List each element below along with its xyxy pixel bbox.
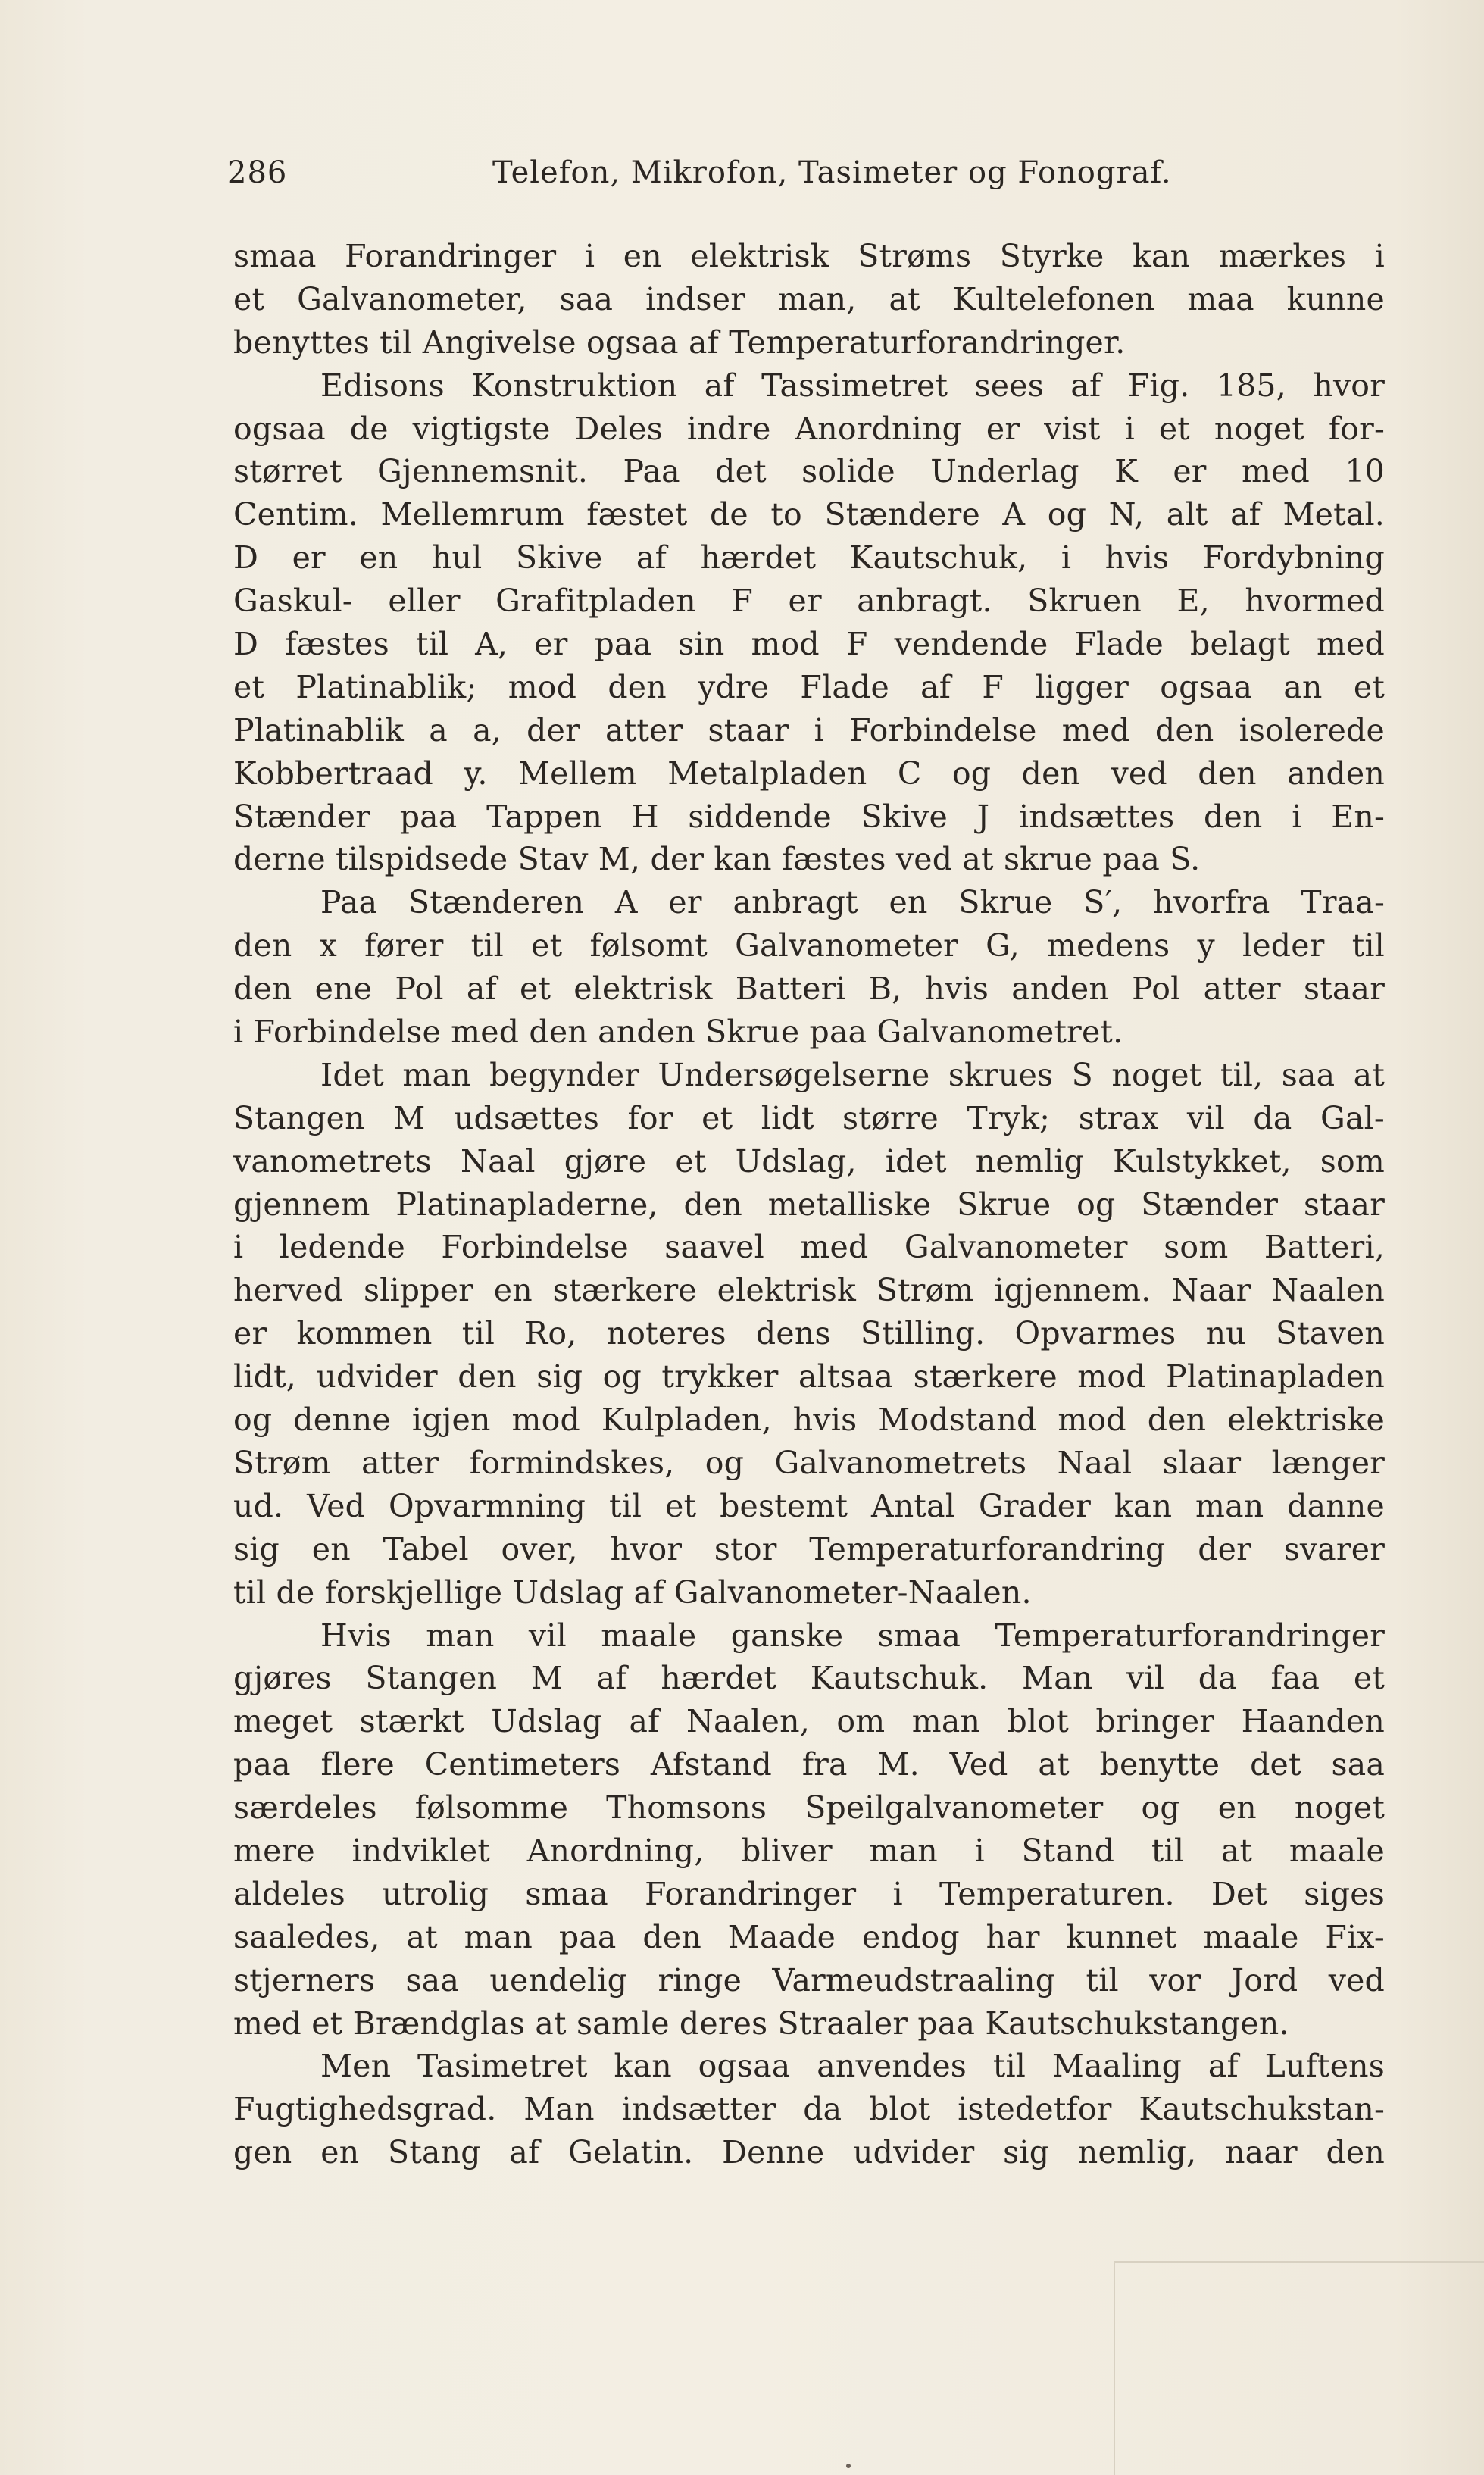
text-line: gjennem Platinapladerne, den metalliske Skrue og Stænder staar bbox=[233, 1186, 1385, 1223]
text-line: ogsaa de vigtigste Deles indre Anordning er vist i et noget for- bbox=[233, 410, 1385, 447]
text-line: derne tilspidsede Stav M, der kan fæstes ved at skrue paa S. bbox=[233, 841, 1201, 878]
text-line: Paa Stænderen A er anbragt en Skrue S′, hvorfra Traa- bbox=[320, 884, 1385, 921]
text-line: Strøm atter formindskes, og Galvanometrets Naal slaar længer bbox=[233, 1444, 1385, 1481]
text-line: Idet man begynder Undersøgelserne skrues S noget til, saa at bbox=[320, 1056, 1385, 1093]
text-line: Gaskul- eller Grafitpladen F er anbragt. Skruen E, hvormed bbox=[233, 583, 1385, 620]
text-line: særdeles følsomme Thomsons Speilgalvanometer og en noget bbox=[233, 1789, 1385, 1827]
body-text bbox=[233, 235, 1385, 2174]
text-line: i ledende Forbindelse saavel med Galvanometer som Batteri, bbox=[233, 1229, 1385, 1266]
text-line: saaledes, at man paa den Maade endog har kunnet maale Fix- bbox=[233, 1918, 1385, 1955]
text-line: herved slipper en stærkere elektrisk Strøm igjennem. Naar Naalen bbox=[233, 1272, 1385, 1309]
text-line: mere indviklet Anordning, bliver man i Stand til at maale bbox=[233, 1832, 1385, 1869]
text-line: sig en Tabel over, hvor stor Temperaturforandring der svarer bbox=[233, 1530, 1385, 1567]
text-line: et Galvanometer, saa indser man, at Kultelefonen maa kunne bbox=[233, 280, 1385, 317]
text-line: Stænder paa Tappen H siddende Skive J indsættes den i En- bbox=[233, 798, 1385, 835]
text-line: Stangen M udsættes for et lidt større Tryk; strax vil da Gal- bbox=[233, 1099, 1385, 1136]
page-number: 286 bbox=[227, 155, 288, 190]
text-line: med et Brændglas at samle deres Straaler paa Kautschukstangen. bbox=[233, 2005, 1289, 2042]
text-line: Centim. Mellemrum fæstet de to Stændere A og N, alt af Metal. bbox=[233, 496, 1385, 533]
text-line: Kobbertraad y. Mellem Metalpladen C og den ved den anden bbox=[233, 755, 1385, 792]
running-title: Telefon, Mikrofon, Tasimeter og Fonograf. bbox=[492, 155, 1172, 190]
text-line: D fæstes til A, er paa sin mod F vendende Flade belagt med bbox=[233, 626, 1385, 663]
page-header bbox=[227, 155, 1394, 201]
text-line: Fugtighedsgrad. Man indsætter da blot istedetfor Kautschukstan- bbox=[233, 2091, 1385, 2128]
text-line: paa flere Centimeters Afstand fra M. Ved at benytte det saa bbox=[233, 1746, 1385, 1783]
scan-corner-rule bbox=[1114, 2261, 1484, 2263]
text-line: et Platinablik; mod den ydre Flade af F ligger ogsaa an et bbox=[233, 668, 1385, 705]
scan-corner-rule bbox=[1114, 2261, 1115, 2475]
text-line: aldeles utrolig smaa Forandringer i Temperaturen. Det siges bbox=[233, 1875, 1385, 1912]
text-line: Platinablik a a, der atter staar i Forbindelse med den isolerede bbox=[233, 711, 1385, 748]
text-line: stjerners saa uendelig ringe Varmeudstraaling til vor Jord ved bbox=[233, 1961, 1385, 1998]
text-line: er kommen til Ro, noteres dens Stilling. Opvarmes nu Staven bbox=[233, 1315, 1385, 1352]
text-line: gen en Stang af Gelatin. Denne udvider sig nemlig, naar den bbox=[233, 2134, 1385, 2171]
text-line: lidt, udvider den sig og trykker altsaa stærkere mod Platinapladen bbox=[233, 1358, 1385, 1395]
ink-speck bbox=[846, 2464, 851, 2468]
text-line: og denne igjen mod Kulpladen, hvis Modstand mod den elektriske bbox=[233, 1402, 1385, 1439]
text-line: størret Gjennemsnit. Paa det solide Underlag K er med 10 bbox=[233, 453, 1385, 490]
text-line: Edisons Konstruktion af Tassimetret sees af Fig. 185, hvor bbox=[320, 367, 1385, 404]
text-line: i Forbindelse med den anden Skrue paa Galvanometret. bbox=[233, 1014, 1123, 1051]
text-line: smaa Forandringer i en elektrisk Strøms Styrke kan mærkes i bbox=[233, 238, 1385, 274]
text-line: Men Tasimetret kan ogsaa anvendes til Maaling af Luftens bbox=[320, 2048, 1385, 2085]
text-line: den x fører til et følsomt Galvanometer G, medens y leder til bbox=[233, 927, 1385, 964]
text-line: Hvis man vil maale ganske smaa Temperaturforandringer bbox=[320, 1617, 1385, 1654]
text-line: D er en hul Skive af hærdet Kautschuk, i hvis Fordybning bbox=[233, 539, 1385, 577]
text-line: ud. Ved Opvarmning til et bestemt Antal Grader kan man danne bbox=[233, 1487, 1385, 1524]
text-line: meget stærkt Udslag af Naalen, om man blot bringer Haanden bbox=[233, 1703, 1385, 1740]
text-line: den ene Pol af et elektrisk Batteri B, hvis anden Pol atter staar bbox=[233, 970, 1385, 1008]
text-line: til de forskjellige Udslag af Galvanometer-Naalen. bbox=[233, 1573, 1032, 1611]
text-line: vanometrets Naal gjøre et Udslag, idet nemlig Kulstykket, som bbox=[233, 1142, 1385, 1180]
text-line: gjøres Stangen M af hærdet Kautschuk. Man vil da faa et bbox=[233, 1660, 1385, 1697]
text-line: benyttes til Angivelse ogsaa af Temperaturforandringer. bbox=[233, 323, 1126, 361]
